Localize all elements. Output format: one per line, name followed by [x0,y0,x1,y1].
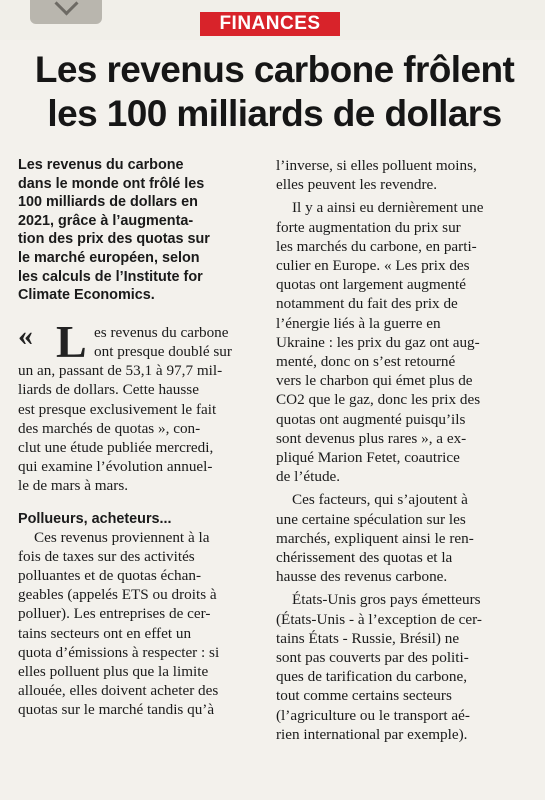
body-line: pliqué Marion Fetet, coautrice [276,449,460,467]
lead-line: clut une étude publiée mercredi, [18,438,214,456]
body-line: quotas sur le marché tandis qu’à [18,701,215,719]
body-line: tout comme certains secteurs [276,687,452,705]
body-line: Ces revenus proviennent à la [34,528,210,546]
body-line: elles peuvent les revendre. [276,176,438,194]
body-paragraph [276,590,532,744]
body-line: geables (appelés ETS ou droits à [18,586,217,604]
body-line: de l’étude. [276,468,341,486]
body-line: CO2 que le gaz, donc les prix des [276,391,481,409]
chapo-line: les calculs de l’Institute for [18,268,203,285]
body-line: notamment du fait des prix de [276,295,458,313]
body-paragraph [18,528,262,720]
body-line: marchés, expliquent ainsi le ren- [276,529,474,547]
body-line: ques de tarification du carbone, [276,668,468,686]
body-line: chérissement des quotas et la [276,549,453,567]
body-line: tains États - Russie, Brésil) ne [276,629,460,647]
body-line: vers le charbon qui émet plus de [276,372,473,390]
body-line: rien international par exemple). [276,725,468,743]
drop-cap: L [56,315,87,367]
body-line: quotas ont augmenté puisqu’ils [276,410,466,428]
body-line: sont pas couverts par des politi- [276,649,469,667]
headline-line-1: Les revenus carbone frôlent [34,49,515,90]
lead-line: des marchés de quotas », con- [18,419,201,437]
body-paragraph [276,156,532,194]
chapo-line: Climate Economics. [18,287,155,304]
body-line: l’énergie liés à la guerre en [276,314,441,332]
body-line: quota d’émissions à respecter : si [18,643,220,661]
body-line: sont devenus plus rares », a ex- [276,429,467,447]
body-line: (États-Unis - à l’exception de cer- [276,610,482,628]
body-line: hausse des revenus carbone. [276,568,448,586]
lead-line: le de mars à mars. [18,477,129,495]
body-line: Il y a ainsi eu dernièrement une [292,199,484,217]
article-intro-quote [18,315,262,496]
body-line: allouée, elles doivent acheter des [18,682,219,700]
body-line: Ukraine : les prix du gaz ont aug- [276,333,480,351]
body-paragraph [276,490,532,586]
body-line: forte augmentation du prix sur [276,218,461,236]
lead-line: es revenus du carbone [94,323,229,341]
body-line: elles polluent plus que la limite [18,663,209,680]
body-line: (l’agriculture ou le transport aé- [276,706,470,724]
article-lead-summary [18,156,262,305]
left-column [18,156,262,720]
right-column [276,156,532,744]
chapo-line: 100 milliards de dollars en [18,194,198,211]
chapo-line: 2021, grâce à l’augmenta- [18,212,194,229]
body-line: fois de taxes sur des activités [18,547,195,565]
lead-line: liards de dollars. Cette hausse [18,381,199,399]
article-headline [22,48,527,136]
body-paragraph [276,198,532,486]
headline-line-2: les 100 milliards de dollars [47,93,502,134]
body-line: culier en Europe. « Les prix des [276,257,470,275]
body-line: menté, donc on s’est retourné [276,353,456,371]
lead-line: est presque exclusivement le fait [18,400,217,418]
opening-guillemet: « [18,318,33,352]
chapo-line: tion des prix des quotas sur [18,231,210,248]
body-line: tains secteurs ont en effet un [18,624,192,642]
body-line: États-Unis gros pays émetteurs [292,591,481,609]
body-line: une certaine spéculation sur les [276,510,466,528]
body-line: polluantes et de quotas échan- [18,566,202,584]
chapo-line: Les revenus du carbone [18,157,184,173]
lead-line: un an, passant de 53,1 à 97,7 mil- [18,362,223,380]
chapo-line: dans le monde ont frôlé les [18,175,205,192]
lead-line: ont presque doublé sur [94,342,232,360]
body-line: polluer). Les entreprises de cer- [18,605,211,623]
section-subheading: Pollueurs, acheteurs... [18,510,172,527]
body-line: Ces facteurs, qui s’ajoutent à [292,491,468,509]
body-line: les marchés du carbone, en parti- [276,237,477,255]
section-label: FINANCES [200,12,340,36]
chapo-line: le marché européen, selon [18,249,200,266]
lead-line: qui examine l’évolution annuel- [18,458,213,476]
body-line: l’inverse, si elles polluent moins, [276,157,477,174]
body-line: quotas ont largement augmenté [276,276,466,294]
